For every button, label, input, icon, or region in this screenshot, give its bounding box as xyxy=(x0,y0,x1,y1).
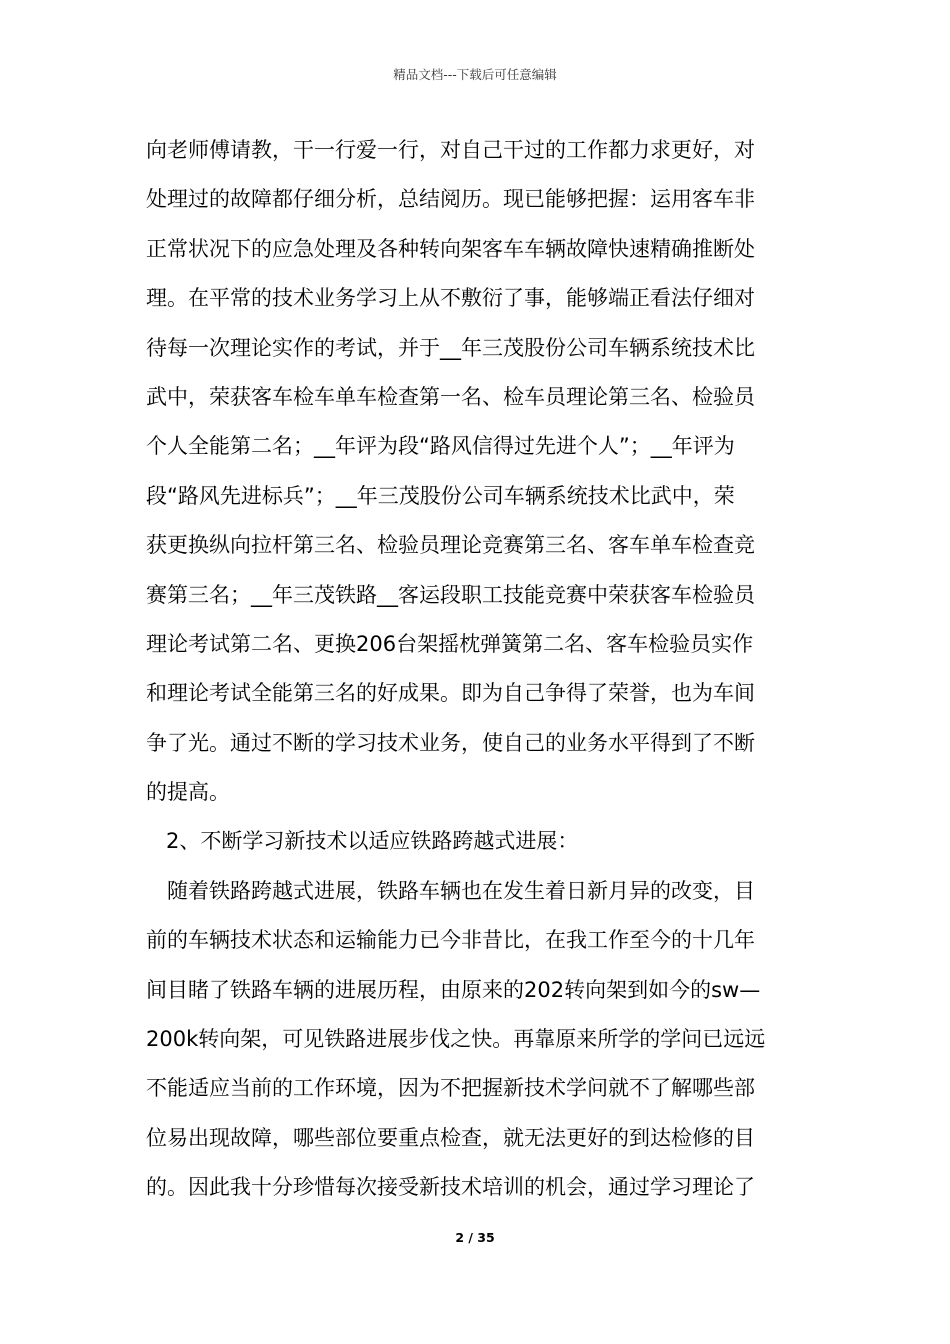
body-line-4: 理。在平常的技术业务学习上从不敷衍了事，能够端正看法仔细对 xyxy=(146,286,755,311)
body-line-10: 赛第三名；__年三茂铁路__客运段职工技能竞赛中荣获客车检验员 xyxy=(146,582,755,607)
body-line-13: 争了光。通过不断的学习技术业务，使自己的业务水平得到了不断 xyxy=(146,730,755,755)
page-number: 2 / 35 xyxy=(455,1230,495,1245)
body-line-2: 处理过的故障都仔细分析，总结阅历。现已能够把握：运用客车非 xyxy=(146,187,755,212)
body-line-16: 随着铁路跨越式进展，铁路车辆也在发生着日新月异的改变，目 xyxy=(167,878,755,903)
page-header: 精品文档---下载后可任意编辑 xyxy=(393,67,557,82)
body-line-12: 和理论考试全能第三名的好成果。即为自己争得了荣誉，也为车间 xyxy=(146,681,755,706)
body-line-14: 的提高。 xyxy=(146,780,230,805)
body-line-8: 段“路风先进标兵”；__年三茂股份公司车辆系统技术比武中，荣 xyxy=(146,483,735,508)
body-line-1: 向老师傅请教，干一行爱一行，对自己干过的工作都力求更好，对 xyxy=(146,138,755,162)
section-heading: 2、不断学习新技术以适应铁路跨越式进展： xyxy=(166,829,579,854)
body-line-17: 前的车辆技术状态和运输能力已今非昔比，在我工作至今的十几年 xyxy=(146,928,755,953)
body-line-5: 待每一次理论实作的考试，并于__年三茂股份公司车辆系统技术比 xyxy=(146,335,755,360)
body-line-3: 正常状况下的应急处理及各种转向架客车车辆故障快速精确推断处 xyxy=(146,236,755,261)
body-line-6: 武中，荣获客车检车单车检查第一名、检车员理论第三名、检验员 xyxy=(146,384,755,409)
body-line-20: 不能适应当前的工作环境，因为不把握新技术学问就不了解哪些部 xyxy=(146,1076,755,1101)
body-line-11: 理论考试第二名、更换206台架摇枕弹簧第二名、客车检验员实作 xyxy=(146,631,754,656)
body-line-19: 200k转向架，可见铁路进展步伐之快。再靠原来所学的学问已远远 xyxy=(146,1027,766,1052)
body-line-7: 个人全能第二名；__年评为段“路风信得过先进个人”；__年评为 xyxy=(146,434,735,459)
body-line-21: 位易出现故障，哪些部位要重点检查，就无法更好的到达检修的目 xyxy=(146,1125,755,1150)
document-body xyxy=(146,126,810,1213)
body-line-9: 获更换纵向拉杆第三名、检验员理论竞赛第三名、客车单车检查竞 xyxy=(146,533,755,558)
body-line-18: 间目睹了铁路车辆的进展历程，由原来的202转向架到如今的sw— xyxy=(146,977,761,1002)
body-line-22: 的。因此我十分珍惜每次接受新技术培训的机会，通过学习理论了 xyxy=(146,1175,755,1200)
